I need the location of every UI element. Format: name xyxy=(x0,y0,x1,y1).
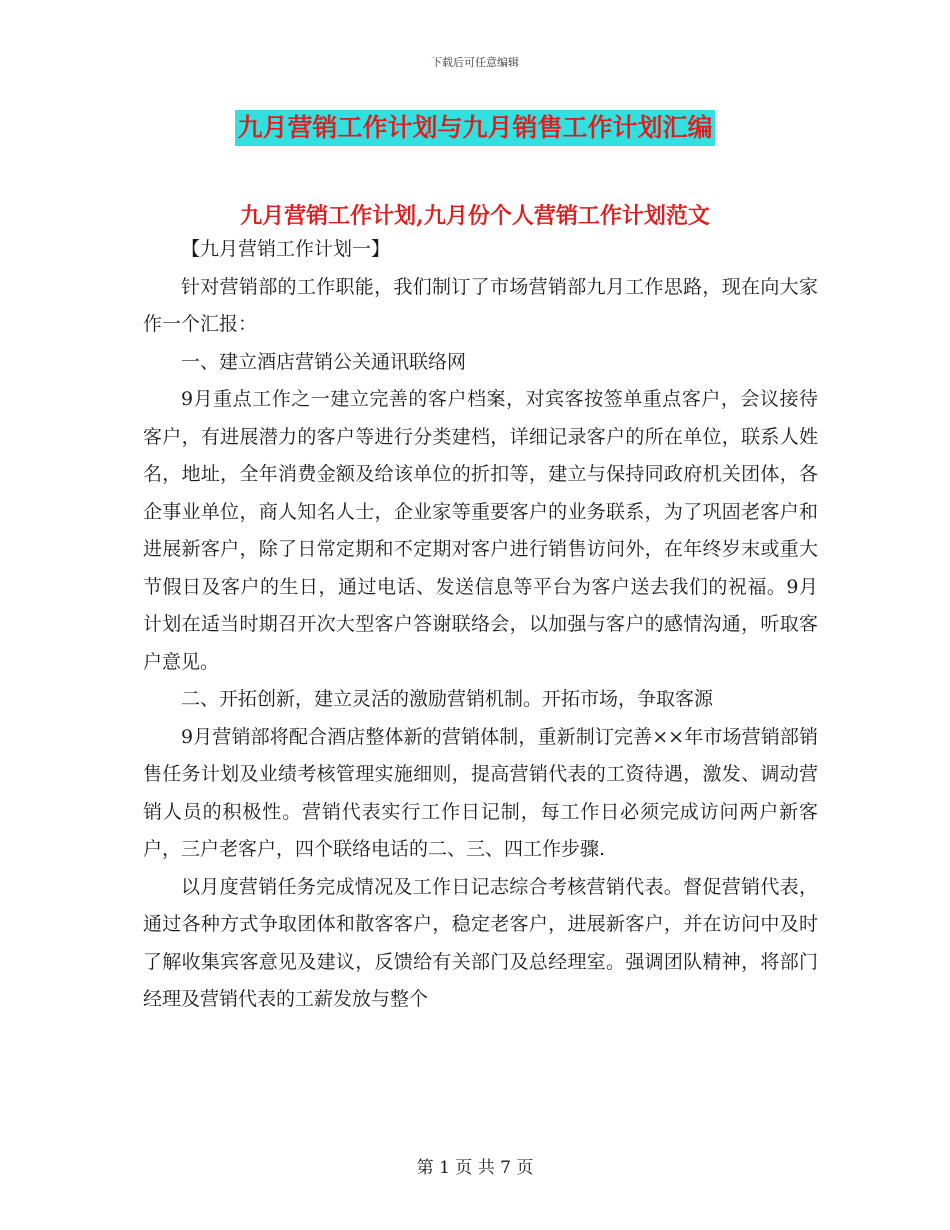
sub-title: 九月营销工作计划,九月份个人营销工作计划范文 xyxy=(240,203,710,229)
paragraph: 二、开拓创新，建立灵活的激励营销机制。开拓市场，争取客源 xyxy=(181,688,714,710)
header-note: 下载后可任意编辑 xyxy=(431,56,519,69)
paragraph: 针对营销部的工作职能，我们制订了市场营销部九月工作思路，现在向大家作一个汇报： xyxy=(143,275,818,335)
body-text xyxy=(143,231,818,1019)
main-title-wrap xyxy=(0,110,950,146)
paragraph: 9月重点工作之一建立完善的客户档案，对宾客按签单重点客户，会议接待客户，有进展潜力的客户等进行分类建档，详细记录客户的所在单位，联系人姓名，地址，全年消费金额及给该单位的折扣等，建立与保持同政府机关团体，各企事业单位，商人知名人士，企业家等重要客户的业务联系，为了巩固老客户和进展新客户，除了日常定期和不定期对客户进行销售访问外，在年终岁末或重大节假日及客户的生日，通过电话、发送信息等平台为客户送去我们的祝福。9月计划在适当时期召开次大型客户答谢联络会，以加强与客户的感情沟通，听取客户意见。 xyxy=(143,388,818,673)
paragraph: 一、建立酒店营销公关通讯联络网 xyxy=(181,350,467,373)
paragraph: 9月营销部将配合酒店整体新的营销体制，重新制订完善××年市场营销部销售任务计划及业绩考核管理实施细则，提高营销代表的工资待遇，激发、调动营销人员的积极性。营销代表实行工作日记制，每工作日必须完成访问两户新客户，三户老客户，四个联络电话的二、三、四工作步骤. xyxy=(143,725,818,860)
paragraph: 【九月营销工作计划一】 xyxy=(181,238,391,260)
main-title: 九月营销工作计划与九月销售工作计划汇编 xyxy=(235,110,714,146)
page-footer: 第 1 页 共 7 页 xyxy=(416,1158,534,1178)
paragraph: 以月度营销任务完成情况及工作日记志综合考核营销代表。督促营销代表，通过各种方式争取团体和散客客户，稳定老客户，进展新客户，并在访问中及时了解收集宾客意见及建议，反馈给有关部门及总经理室。强调团队精神，将部门经理及营销代表的工薪发放与整个 xyxy=(143,875,818,1010)
